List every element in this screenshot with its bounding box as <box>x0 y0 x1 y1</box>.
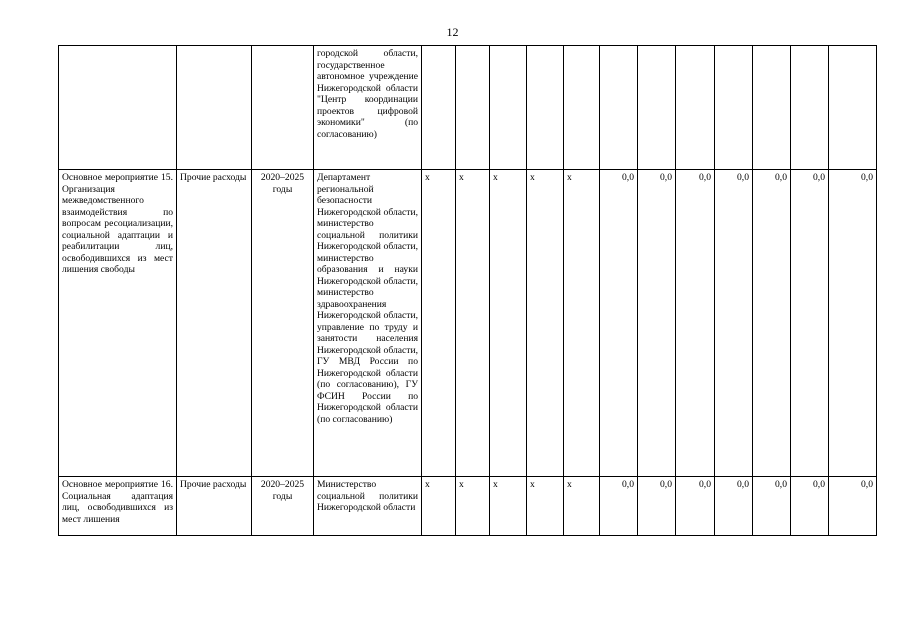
value-cell <box>753 46 791 170</box>
x-mark-cell: x <box>527 477 564 536</box>
value-cell <box>829 46 877 170</box>
x-mark-cell: x <box>490 170 527 477</box>
x-mark-cell <box>422 46 456 170</box>
measure-cell: Основное мероприятие 16. Социальная адаптация лиц, освободившихся из мест лишения <box>59 477 177 536</box>
value-cell: 0,0 <box>600 477 638 536</box>
x-mark-cell: x <box>564 170 600 477</box>
value-cell: 0,0 <box>829 170 877 477</box>
value-cell: 0,0 <box>638 170 676 477</box>
value-cell <box>600 46 638 170</box>
value-cell <box>791 46 829 170</box>
executor-cell: Департамент региональной безопасности Нижегородской области, министерство социальной политики Нижегородской области, министерство образования и науки Нижегородской области, министерство здравоохранения Нижегородской области, управление по труду и занятости населения Нижегородской области, ГУ МВД России по Нижегородской области (по согласованию), ГУ ФСИН России по Нижегородской области (по согласованию) <box>314 170 422 477</box>
value-cell: 0,0 <box>676 170 715 477</box>
x-mark-cell: x <box>422 477 456 536</box>
value-cell: 0,0 <box>715 170 753 477</box>
page-number: 12 <box>446 25 459 39</box>
value-cell: 0,0 <box>753 477 791 536</box>
period-cell: 2020–2025 годы <box>252 477 314 536</box>
funding-source-cell: Прочие расходы <box>177 477 252 536</box>
x-mark-cell <box>564 46 600 170</box>
funding-source-cell: Прочие расходы <box>177 170 252 477</box>
measure-cell <box>59 46 177 170</box>
x-mark-cell: x <box>456 477 490 536</box>
value-cell: 0,0 <box>829 477 877 536</box>
x-mark-cell <box>456 46 490 170</box>
value-cell <box>676 46 715 170</box>
value-cell <box>715 46 753 170</box>
value-cell: 0,0 <box>600 170 638 477</box>
table-row <box>59 170 877 477</box>
value-cell: 0,0 <box>638 477 676 536</box>
x-mark-cell: x <box>490 477 527 536</box>
table-row <box>59 477 877 536</box>
measure-cell: Основное мероприятие 15. Организация межведомственного взаимодействия по вопросам ресоциализации, социальной адаптации и реабилитации лиц, освободившихся из мест лишения свободы <box>59 170 177 477</box>
table-row <box>59 46 877 170</box>
period-cell <box>252 46 314 170</box>
x-mark-cell <box>490 46 527 170</box>
value-cell: 0,0 <box>715 477 753 536</box>
x-mark-cell: x <box>564 477 600 536</box>
x-mark-cell: x <box>456 170 490 477</box>
value-cell: 0,0 <box>791 477 829 536</box>
value-cell: 0,0 <box>791 170 829 477</box>
period-cell: 2020–2025 годы <box>252 170 314 477</box>
value-cell: 0,0 <box>676 477 715 536</box>
executor-cell: городской области, государственное автономное учреждение Нижегородской области "Центр координации проектов цифровой экономики" (по согласованию) <box>314 46 422 170</box>
x-mark-cell: x <box>422 170 456 477</box>
x-mark-cell: x <box>527 170 564 477</box>
funding-source-cell <box>177 46 252 170</box>
value-cell <box>638 46 676 170</box>
value-cell: 0,0 <box>753 170 791 477</box>
x-mark-cell <box>527 46 564 170</box>
measures-table <box>58 45 877 536</box>
executor-cell: Министерство социальной политики Нижегородской области <box>314 477 422 536</box>
